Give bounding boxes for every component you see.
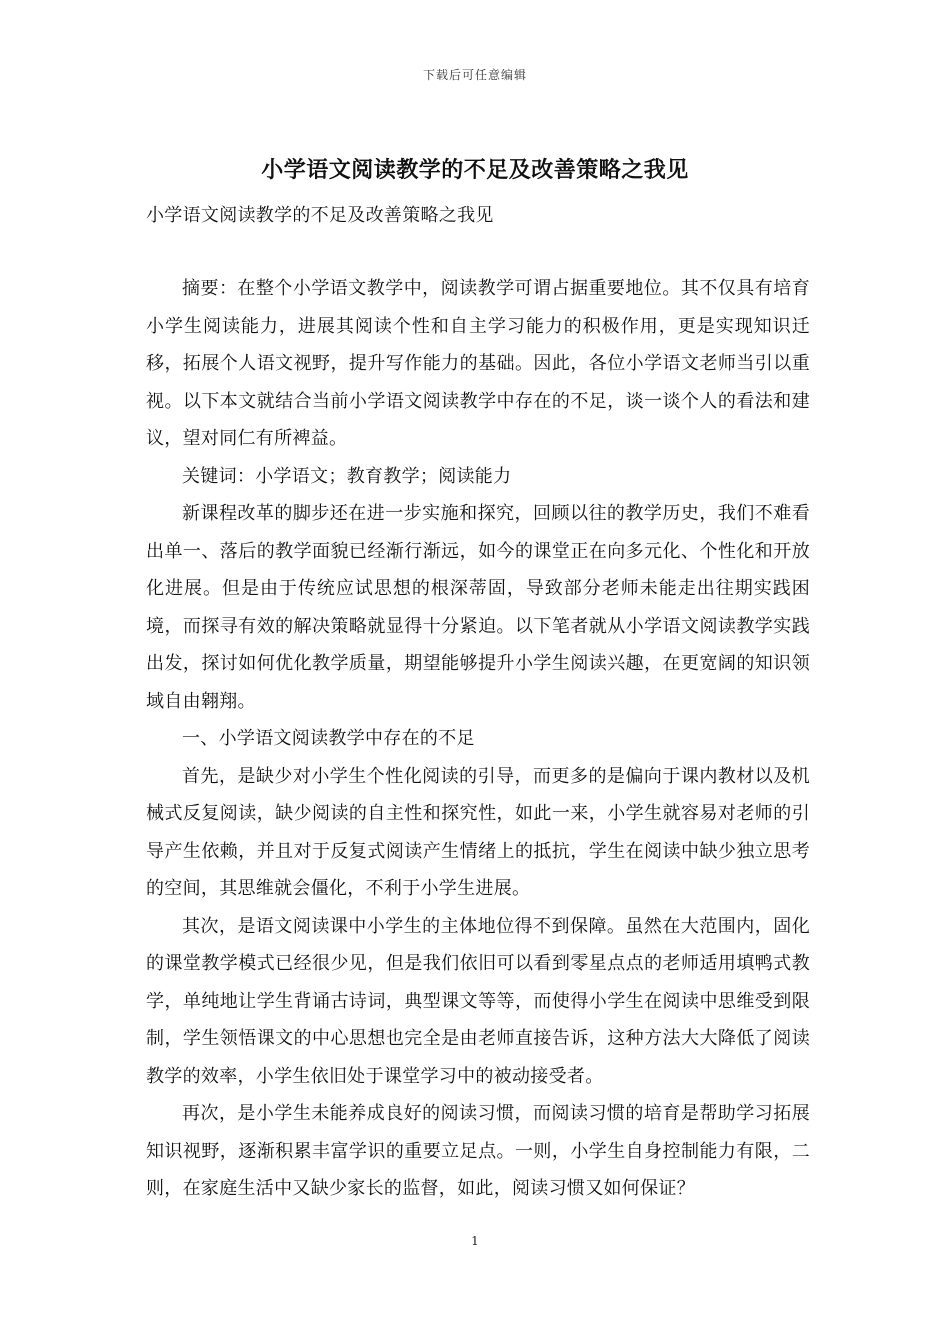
document-title: 小学语文阅读教学的不足及改善策略之我见 bbox=[261, 157, 689, 183]
document-subtitle: 小学语文阅读教学的不足及改善策略之我见 bbox=[146, 205, 494, 226]
abstract-paragraph: 摘要：在整个小学语文教学中，阅读教学可谓占据重要地位。其不仅具有培育小学生阅读能力，进展其阅读个性和自主学习能力的积极作用，更是实现知识迁移，拓展个人语文视野，提升写作能力的基础。因此，各位小学语文老师当引以重视。以下本文就结合当前小学语文阅读教学中存在的不足，谈一谈个人的看法和建议，望对同仁有所裨益。 bbox=[146, 278, 810, 449]
section-heading: 一、小学语文阅读教学中存在的不足 bbox=[182, 728, 475, 749]
document-body bbox=[146, 270, 810, 1208]
body-paragraph: 首先，是缺少对小学生个性化阅读的引导，而更多的是偏向于课内教材以及机械式反复阅读，缺少阅读的自主性和探究性，如此一来，小学生就容易对老师的引导产生依赖，并且对于反复式阅读产生情绪上的抵抗，学生在阅读中缺少独立思考的空间，其思维就会僵化，不利于小学生进展。 bbox=[146, 765, 810, 899]
body-paragraph: 再次，是小学生未能养成良好的阅读习惯，而阅读习惯的培育是帮助学习拓展知识视野，逐渐积累丰富学识的重要立足点。一则，小学生自身控制能力有限，二则，在家庭生活中又缺少家长的监督，如此，阅读习惯又如何保证？ bbox=[146, 1103, 810, 1199]
body-paragraph: 其次，是语文阅读课中小学生的主体地位得不到保障。虽然在大范围内，固化的课堂教学模式已经很少见，但是我们依旧可以看到零星点点的老师适用填鸭式教学，单纯地让学生背诵古诗词，典型课文等等，而使得小学生在阅读中思维受到限制，学生领悟课文的中心思想也完全是由老师直接告诉，这种方法大大降低了阅读教学的效率，小学生依旧处于课堂学习中的被动接受者。 bbox=[146, 915, 810, 1087]
keywords-paragraph: 关键词：小学语文；教育教学；阅读能力 bbox=[182, 465, 512, 487]
header-note: 下载后可任意编辑 bbox=[422, 68, 527, 82]
intro-paragraph: 新课程改革的脚步还在进一步实施和探究，回顾以往的教学历史，我们不难看出单一、落后的教学面貌已经渐行渐远，如今的课堂正在向多元化、个性化和开放化进展。但是由于传统应试思想的根深蒂固，导致部分老师未能走出往期实践困境，而探寻有效的解决策略就显得十分紧迫。以下笔者就从小学语文阅读教学实践出发，探讨如何优化教学质量，期望能够提升小学生阅读兴趣，在更宽阔的知识领域自由翱翔。 bbox=[146, 503, 810, 712]
page-number: 1 bbox=[471, 1234, 479, 1248]
